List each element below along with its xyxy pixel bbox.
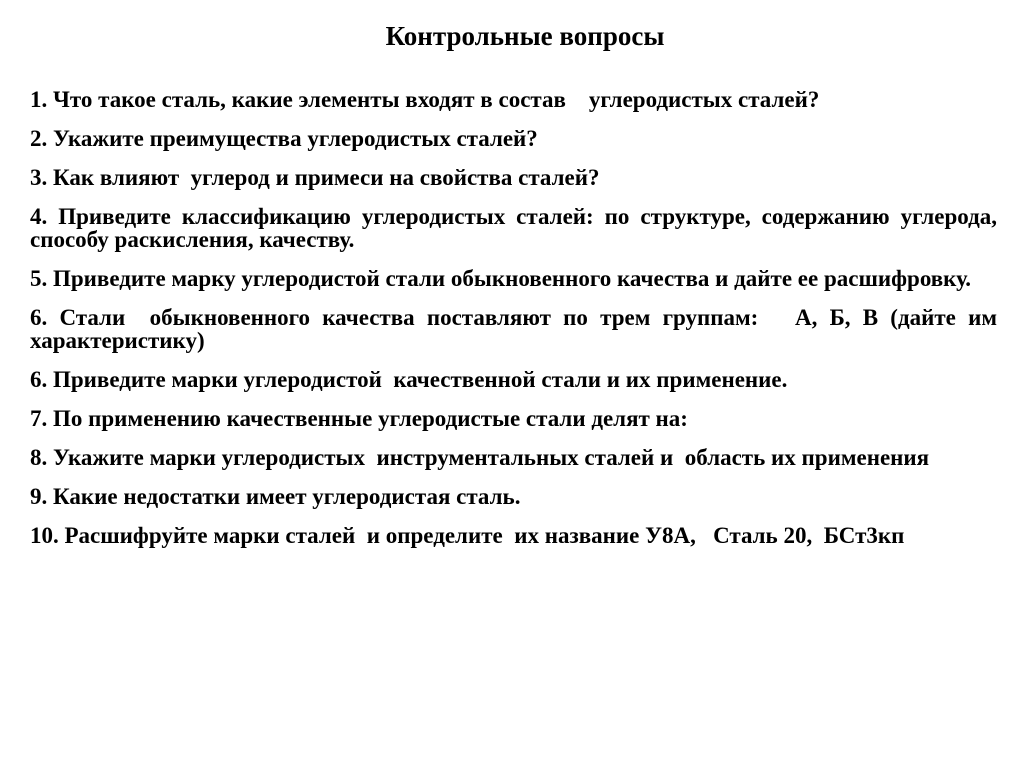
question-list (30, 87, 1003, 563)
question-item-6a: 6. Стали обыкновенного качества поставляют по трем группам: А, Б, В (дайте им характеристику) (30, 305, 1003, 353)
question-item-4: 4. Приведите классификацию углеродистых сталей: по структуре, содержанию углерода, способу раскисления, качеству. (30, 204, 1003, 252)
question-item-2: 2. Укажите преимущества углеродистых сталей? (30, 126, 538, 151)
question-item-7: 7. По применению качественные углеродистые стали делят на: (30, 406, 688, 431)
question-item-6b: 6. Приведите марки углеродистой качественной стали и их применение. (30, 367, 788, 392)
question-item-3: 3. Как влияют углерод и примеси на свойства сталей? (30, 165, 600, 190)
question-item-10: 10. Расшифруйте марки сталей и определите их название У8А, Сталь 20, БСт3кп (30, 523, 905, 548)
question-item-1: 1. Что такое сталь, какие элементы входят в состав углеродистых сталей? (30, 87, 820, 112)
question-item-9: 9. Какие недостатки имеет углеродистая сталь. (30, 484, 521, 509)
page-title: Контрольные вопросы (385, 21, 665, 51)
question-item-8: 8. Укажите марки углеродистых инструментальных сталей и область их применения (30, 445, 930, 470)
question-item-5: 5. Приведите марку углеродистой стали обыкновенного качества и дайте ее расшифровку. (30, 266, 972, 291)
